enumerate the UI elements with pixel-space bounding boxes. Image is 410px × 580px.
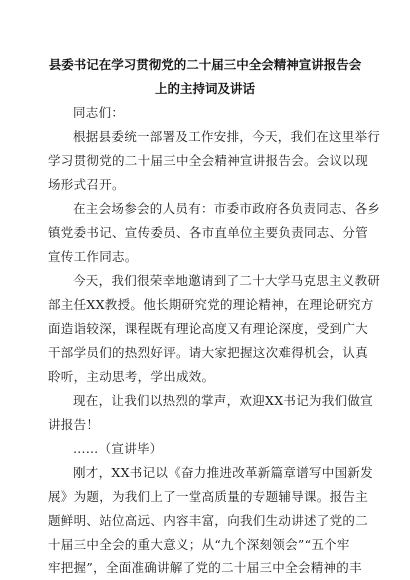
paragraph-2-line-3: 宣传工作同志。: [48, 249, 138, 264]
paragraph-3-line-5: 聆听，主动思考，学出成效。: [48, 369, 215, 384]
document-title-line-1: 县委书记在学习贯彻党的二十届三中全会精神宣讲报告会: [48, 57, 362, 72]
paragraph-2-line-2: 镇党委书记、宣传委员、各市直单位主要负责同志、分管: [48, 225, 369, 240]
paragraph-5-line-3: 题鲜明、站位高远、内容丰富，向我们生动讲述了党的二: [48, 513, 369, 528]
salutation: 同志们：: [73, 105, 125, 120]
paragraph-5-line-1: 刚才，XX书记以《奋力推进改革新篇章谱写中国新发: [73, 465, 373, 480]
paragraph-4-line-2: 讲报告！: [48, 417, 100, 432]
paragraph-1-line-3: 场形式召开。: [48, 177, 125, 192]
paragraph-5-line-4: 十届三中全会的重大意义；从“九个深刻领会”“五个牢: [48, 537, 350, 552]
paragraph-1-line-1: 根据县委统一部署及工作安排，今天，我们在这里举行: [73, 129, 381, 144]
paragraph-3-line-2: 部主任XX教授。他长期研究党的理论精神，在理论研究方: [48, 297, 374, 312]
paragraph-1-line-2: 学习贯彻党的二十届三中全会精神宣讲报告会。会议以现: [48, 153, 369, 168]
paragraph-5-line-5: 牢把握”，全面准确讲解了党的二十届三中全会精神的丰: [48, 560, 362, 575]
speech-end-note: ……（宣讲毕）: [73, 441, 163, 456]
paragraph-3-line-3: 面造诣较深，课程既有理论高度又有理论深度，受到广大: [48, 321, 369, 336]
document-title-line-2: 上的主持词及讲话: [154, 81, 255, 96]
paragraph-2-line-1: 在主会场参会的人员有：市委市政府各负责同志、各乡: [73, 201, 381, 216]
paragraph-3-line-1: 今天，我们很荣幸地邀请到了二十大学马克思主义教研: [73, 273, 381, 288]
paragraph-4-line-1: 现在，让我们以热烈的掌声，欢迎XX书记为我们做宣: [73, 393, 373, 408]
paragraph-3-line-4: 干部学员们的热烈好评。请大家把握这次难得机会，认真: [48, 345, 369, 360]
paragraph-5-line-2: 展》为题，为我们上了一堂高质量的专题辅导课。报告主: [48, 489, 369, 504]
